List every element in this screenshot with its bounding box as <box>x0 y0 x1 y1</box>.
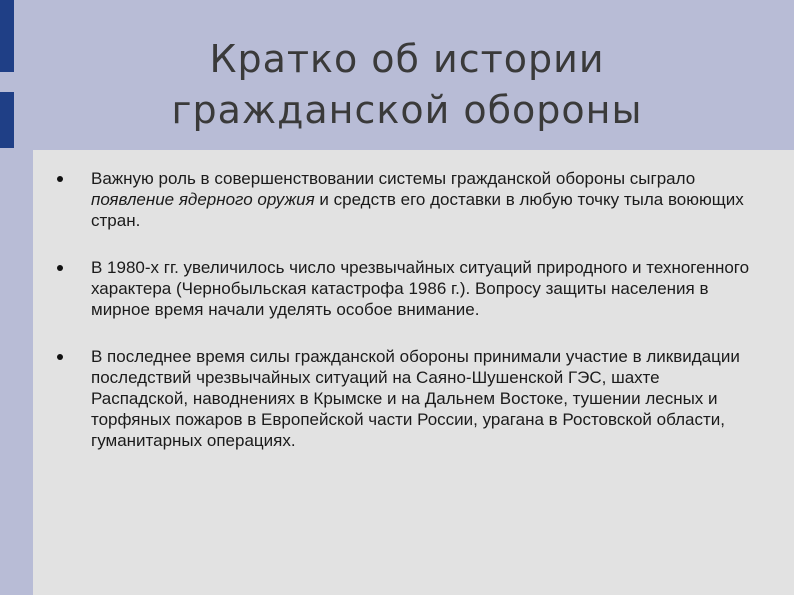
bullet-emphasis: появление ядерного оружия <box>91 190 315 209</box>
bullet-dot-icon <box>57 354 63 360</box>
side-bar-segment <box>0 92 14 148</box>
content-panel <box>33 150 794 595</box>
bullet-item-1 <box>33 168 794 231</box>
bullet-dot-icon <box>57 176 63 182</box>
bullet-item-3 <box>33 346 794 451</box>
bullet-dot-icon <box>57 265 63 271</box>
slide-title <box>20 20 794 136</box>
side-bar-segment <box>0 0 14 72</box>
bullet-item-2 <box>33 257 794 320</box>
bullet-text: и средств его доставки в любую точку тыла воюющих стран. <box>91 190 744 230</box>
title-area <box>20 20 794 150</box>
bullet-text: В последнее время силы гражданской обороны принимали участие в ликвидации последствий чрезвычайных ситуаций на Саяно-Шушенской ГЭС, шахте Распадской, наводнениях в Крымске и на Дальнем Востоке, тушении лесных и торфяных пожаров в Европейской части России, урагана в Ростовской области, гуманитарных операциях. <box>91 347 740 450</box>
bullet-text: В 1980-х гг. увеличилось число чрезвычайных ситуаций природного и техногенного характера (Чернобыльская катастрофа 1986 г.). Вопросу защиты населения в мирное время начали уделять особое внимание. <box>91 258 750 319</box>
bullet-text: Важную роль в совершенствовании системы гражданской обороны сыграло <box>91 169 696 188</box>
title-line-2: гражданской обороны <box>171 88 643 132</box>
bullet-list <box>33 168 794 477</box>
title-line-1: Кратко об истории <box>209 37 605 81</box>
